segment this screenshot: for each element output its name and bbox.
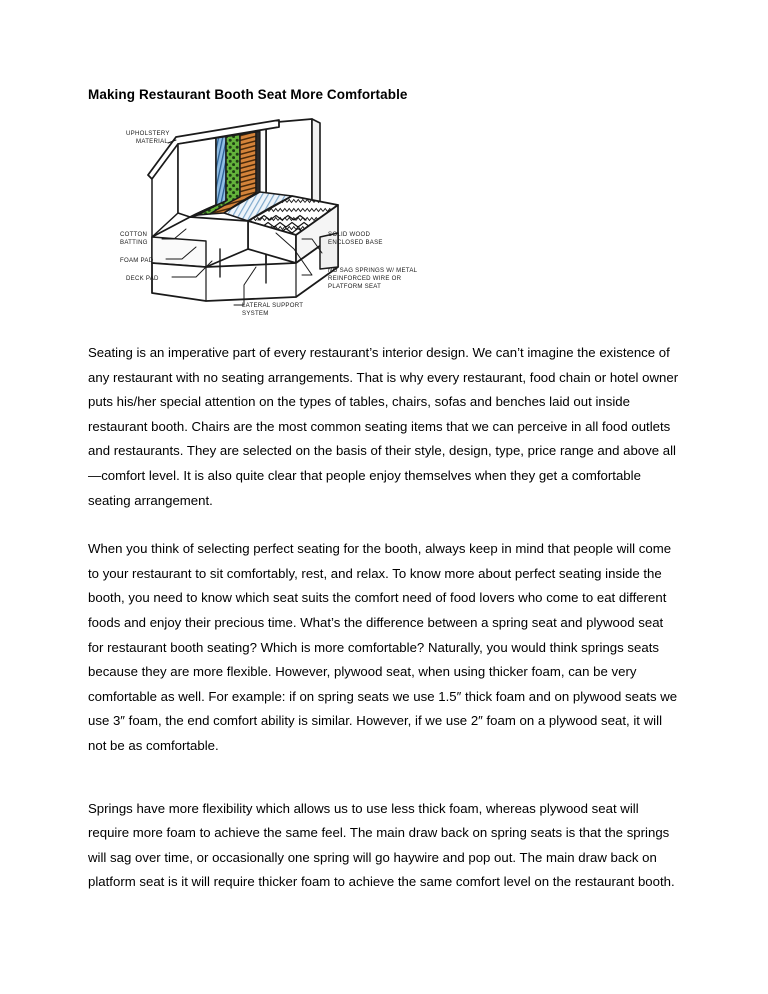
label-solid-wood-line1: SOLID WOOD <box>328 231 371 238</box>
label-deck-pad: DECK PAD <box>126 275 159 282</box>
article-body <box>88 341 682 895</box>
label-cotton-batting-line2: BATTING <box>120 239 148 246</box>
label-no-sag-line2: REINFORCED WIRE OR <box>328 275 402 282</box>
paragraph-1: Seating is an imperative part of every restaurant’s interior design. We can’t imagine the existence of any restaurant with no seating arrangements. That is why every restaurant, food chain or hotel owner puts his/her special attention on the types of tables, chairs, sofas and benches laid out inside restaurant booth. Chairs are the most common seating items that we can perceive in all food outlets and restaurants. They are selected on the basis of their style, design, type, price range and above all—comfort level. It is also quite clear that people enjoy themselves when they get a comfortable seating arrangement. <box>88 345 679 508</box>
label-solid-wood-line2: ENCLOSED BASE <box>328 239 383 246</box>
booth-seat-diagram <box>116 117 446 317</box>
document-content <box>88 86 682 895</box>
label-foam-pad: FOAM PAD <box>120 257 154 264</box>
label-upholstery-material-line1: UPHOLSTERY <box>126 130 170 137</box>
label-upholstery-material-line2: MATERIAL <box>136 138 169 145</box>
paragraph-2: When you think of selecting perfect seating for the booth, always keep in mind that people will come to your restaurant to sit comfortably, rest, and relax. To know more about perfect seating inside the booth, you need to know which seat suits the comfort need of food lovers who come to eat different foods and enjoy their precious time. What’s the difference between a spring seat and plywood seat for restaurant booth seating? Which is more comfortable? Naturally, you would think springs seats because they are more flexible. However, plywood seat, when using thicker foam, can be very comfortable as well. For example: if on spring seats we use 1.5″ thick foam and on plywood seats we use 3″ foam, the end comfort ability is similar. However, if we use 2″ foam on a plywood seat, it will not be as comfortable. <box>88 541 678 753</box>
label-cotton-batting-line1: COTTON <box>120 231 148 238</box>
paragraph-3: Springs have more flexibility which allows us to use less thick foam, whereas plywood seat will require more foam to achieve the same feel. The main draw back on spring seats is that the springs will sag over time, or occasionally one spring will go haywire and pop out. The main draw back on platform seat is it will require thicker foam to achieve the same comfort level on the restaurant booth. <box>88 800 675 890</box>
label-no-sag-line1: NO SAG SPRINGS W/ METAL <box>328 267 418 274</box>
booth-seat-cutaway-svg <box>116 117 446 317</box>
label-lateral-support-line1: LATERAL SUPPORT <box>242 302 304 309</box>
page-title: Making Restaurant Booth Seat More Comfortable <box>88 87 408 102</box>
label-lateral-support-line2: SYSTEM <box>242 310 269 317</box>
label-no-sag-line3: PLATFORM SEAT <box>328 283 382 290</box>
